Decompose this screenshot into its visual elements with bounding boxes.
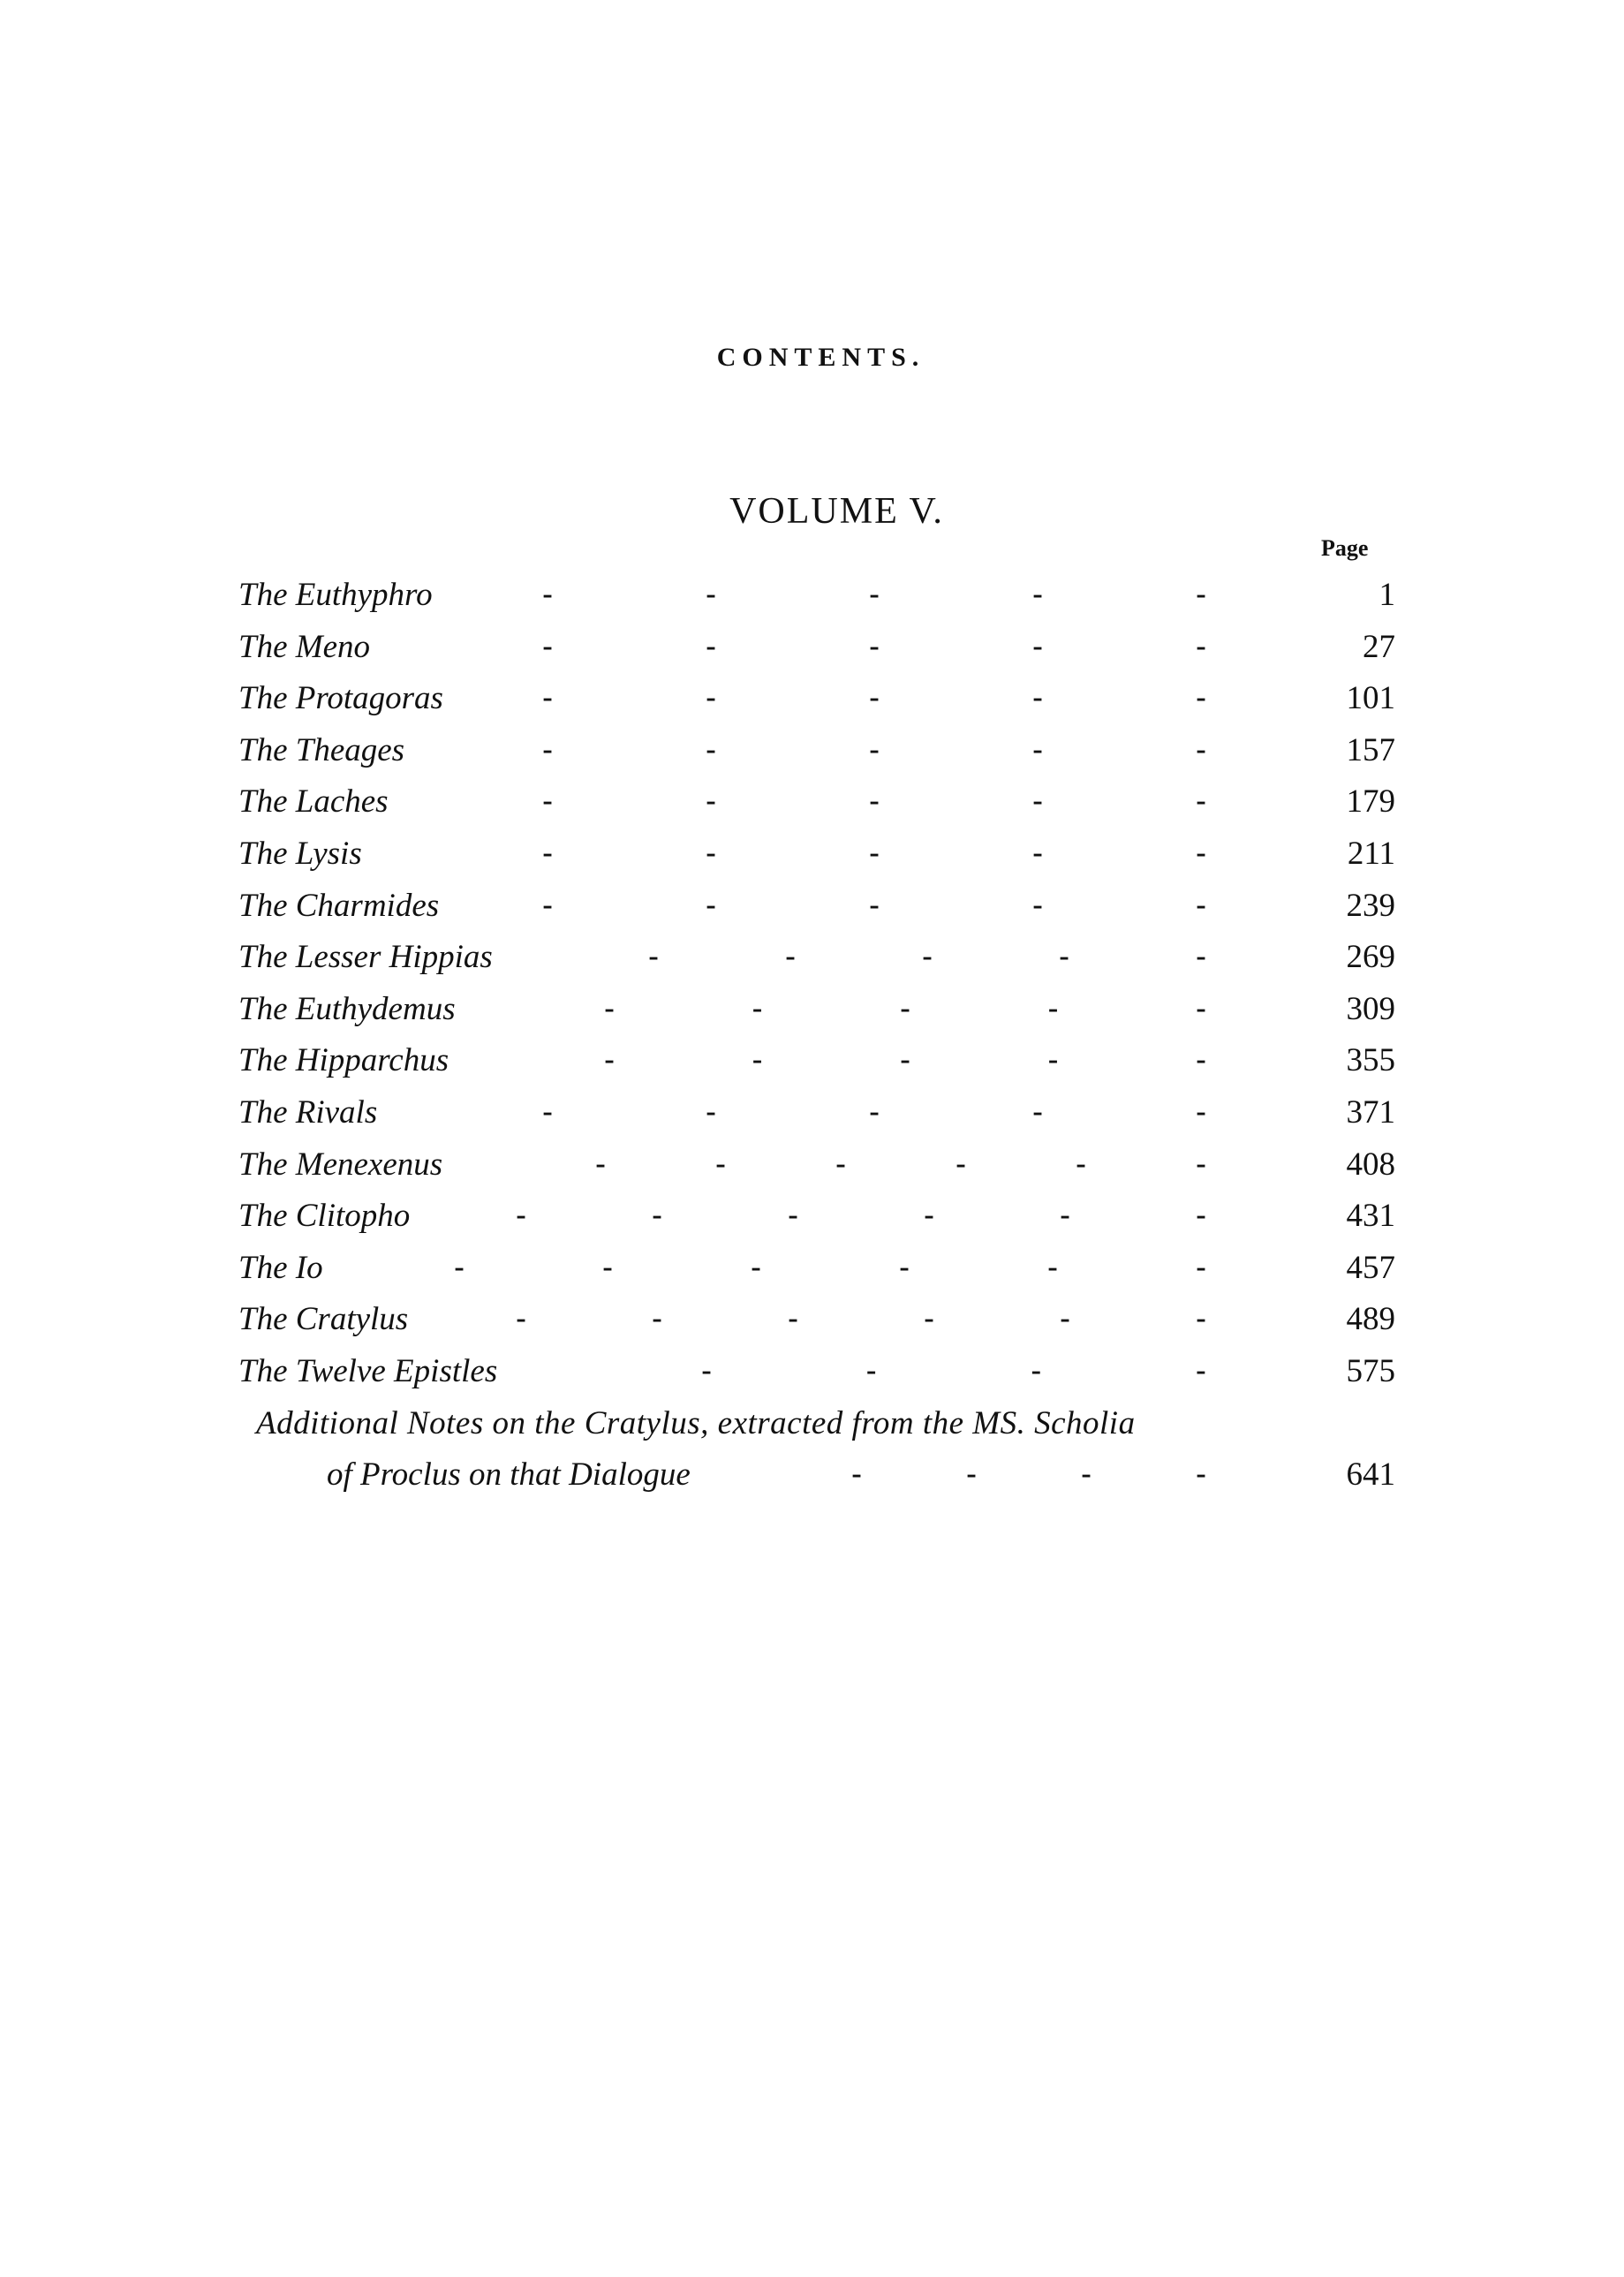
toc-entry: [238, 987, 1395, 1039]
dot-leader: - - - - -: [604, 1043, 1206, 1077]
page-column-label: Page: [1321, 535, 1369, 561]
toc-entry: [238, 1245, 1395, 1297]
entry-title: The Cratylus: [238, 1301, 409, 1338]
volume-heading: VOLUME V.: [729, 491, 944, 532]
toc-entry: [238, 1297, 1395, 1349]
contents-heading: CONTENTS.: [716, 343, 925, 372]
entry-title: The Meno: [238, 628, 370, 665]
entry-title: The Protagoras: [238, 680, 443, 717]
dot-leader: - - - - -: [542, 888, 1206, 921]
dot-leader: - - - - -: [542, 732, 1206, 766]
note-title-line1: Additional Notes on the Cratylus, extracted from the MS. Scholia: [256, 1404, 1136, 1441]
entry-page: 489: [1346, 1301, 1395, 1338]
entry-page: 101: [1346, 680, 1395, 717]
entry-title: The Hipparchus: [238, 1042, 449, 1079]
dot-leader: - - - - -: [542, 629, 1206, 662]
entry-page: 1: [1379, 577, 1395, 613]
toc-entry: [238, 779, 1395, 831]
entry-title: The Clitopho: [238, 1198, 411, 1235]
entry-page: 371: [1346, 1093, 1395, 1131]
toc-entry: [238, 1193, 1395, 1245]
dot-leader: - - - - -: [542, 836, 1206, 869]
entry-page: 641: [1346, 1456, 1395, 1493]
dot-leader: - - - - - -: [454, 1250, 1206, 1283]
dot-leader: - - - - -: [542, 681, 1206, 715]
entry-title: The Euthydemus: [238, 990, 456, 1027]
entry-title: The Menexenus: [238, 1146, 443, 1183]
toc-entry: [238, 831, 1395, 883]
entry-page: 211: [1347, 835, 1395, 872]
toc-entry: [238, 883, 1395, 935]
toc-entry: [238, 1349, 1395, 1401]
table-of-contents: [238, 572, 1395, 1503]
entry-page: 431: [1346, 1198, 1395, 1235]
toc-entry: [238, 1142, 1395, 1194]
entry-page: 157: [1346, 731, 1395, 768]
entry-title: The Euthyphro: [238, 577, 433, 613]
entry-title: The Laches: [238, 783, 389, 821]
entry-page: 355: [1346, 1042, 1395, 1079]
entry-title: The Theages: [238, 731, 405, 768]
entry-page: 575: [1346, 1352, 1395, 1389]
dot-leader: - - - -: [851, 1456, 1206, 1490]
dot-leader: - - - - -: [604, 991, 1206, 1025]
entry-title: The Rivals: [238, 1093, 378, 1131]
toc-entry: [238, 624, 1395, 677]
dot-leader: - - - - -: [542, 784, 1206, 818]
entry-title: The Lysis: [238, 835, 362, 872]
toc-entry: [238, 676, 1395, 728]
toc-entry: [238, 728, 1395, 780]
dot-leader: - - - - - -: [516, 1199, 1206, 1232]
entry-page: 27: [1363, 628, 1395, 665]
toc-entry: [238, 1038, 1395, 1090]
entry-page: 309: [1346, 990, 1395, 1027]
dot-leader: - - - - -: [648, 940, 1206, 973]
toc-note-entry: [238, 1401, 1395, 1503]
entry-title: The Io: [238, 1249, 323, 1286]
dot-leader: - - - -: [701, 1353, 1206, 1387]
entry-page: 408: [1346, 1146, 1395, 1183]
note-title-line2: of Proclus on that Dialogue: [327, 1456, 691, 1493]
toc-entry: [238, 1090, 1395, 1142]
entry-title: The Charmides: [238, 887, 440, 924]
entry-page: 457: [1346, 1249, 1395, 1286]
entry-page: 269: [1346, 939, 1395, 976]
entry-title: The Twelve Epistles: [238, 1352, 498, 1389]
entry-page: 179: [1346, 783, 1395, 821]
dot-leader: - - - - - -: [595, 1146, 1206, 1180]
entry-page: 239: [1346, 887, 1395, 924]
dot-leader: - - - - -: [542, 1094, 1206, 1128]
toc-entry: [238, 572, 1395, 624]
toc-entry: [238, 934, 1395, 987]
dot-leader: - - - - - -: [516, 1302, 1206, 1335]
entry-title: The Lesser Hippias: [238, 939, 493, 976]
dot-leader: - - - - -: [542, 578, 1206, 610]
